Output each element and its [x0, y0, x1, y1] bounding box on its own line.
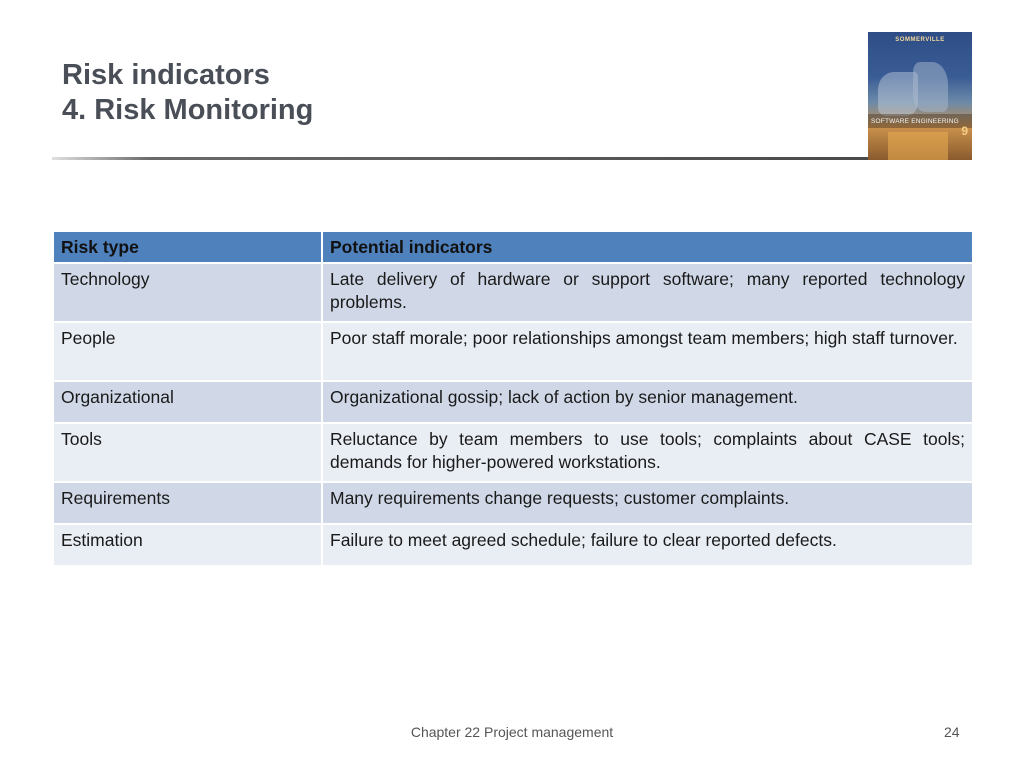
table-row [53, 524, 973, 566]
cover-edition: 9 [961, 124, 968, 138]
indicators-cell: Poor staff morale; poor relationships amongst team members; high staff turnover. [322, 322, 973, 381]
slide-title [62, 58, 313, 128]
column-header-risk-type: Risk type [53, 231, 322, 263]
indicators-cell: Reluctance by team members to use tools; complaints about CASE tools; demands for higher-powered workstations. [322, 423, 973, 482]
indicators-cell: Failure to meet agreed schedule; failure to clear reported defects. [322, 524, 973, 566]
table-row [53, 482, 973, 524]
risk-type-cell: People [53, 322, 322, 381]
cover-building-shape [878, 72, 918, 116]
risk-type-cell: Organizational [53, 381, 322, 423]
page-number: 24 [944, 724, 960, 740]
cover-title: SOFTWARE ENGINEERING [871, 118, 959, 125]
book-cover-image [868, 32, 972, 160]
cover-building-shape [913, 62, 948, 112]
footer-chapter-text: Chapter 22 Project management [410, 724, 614, 740]
indicators-cell: Many requirements change requests; customer complaints. [322, 482, 973, 524]
risk-type-cell: Tools [53, 423, 322, 482]
cover-author: SOMMERVILLE [895, 37, 945, 43]
slide-title-line1: Risk indicators [62, 59, 270, 91]
table-row [53, 381, 973, 423]
table-header-row [53, 231, 973, 263]
risk-type-cell: Technology [53, 263, 322, 322]
indicators-cell: Organizational gossip; lack of action by senior management. [322, 381, 973, 423]
slide-title-line2: 4. Risk Monitoring [62, 94, 314, 126]
table-row [53, 263, 973, 322]
table-row [53, 423, 973, 482]
cover-building-shape [888, 132, 948, 160]
risk-type-cell: Requirements [53, 482, 322, 524]
column-header-potential-indicators: Potential indicators [322, 231, 973, 263]
risk-indicators-table [52, 230, 974, 567]
title-divider [52, 157, 870, 160]
risk-type-cell: Estimation [53, 524, 322, 566]
table-row [53, 322, 973, 381]
indicators-cell: Late delivery of hardware or support software; many reported technology problems. [322, 263, 973, 322]
